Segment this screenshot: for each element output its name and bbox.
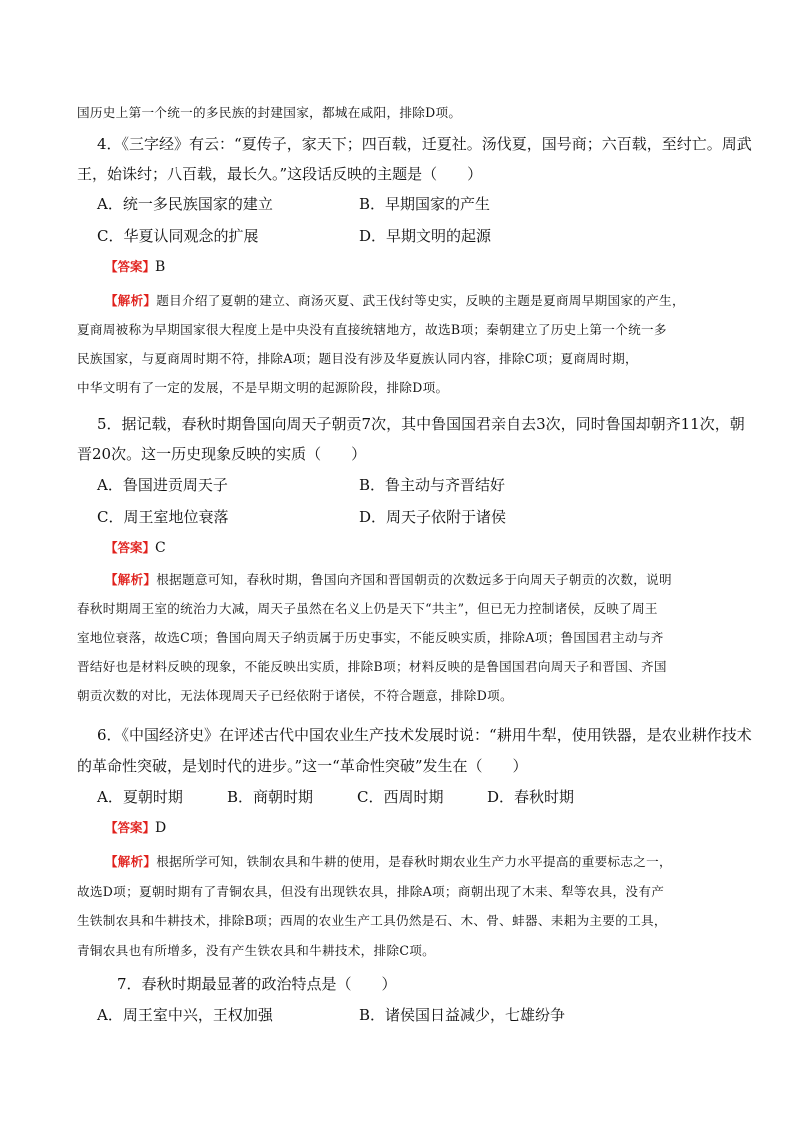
question-6-number: 6．	[97, 726, 122, 744]
question-4-option-d: D．早期文明的起源	[359, 227, 492, 245]
question-6-answer	[105, 818, 166, 838]
question-5-analysis-line-1: 【解析】根据题意可知，春秋时期，鲁国向齐国和晋国朝贡的次数远多于向周天子朝贡的次数，说明	[105, 572, 672, 587]
question-6-analysis-line-2: 故选D项；夏朝时期有了青铜农具，但没有出现铁农具，排除A项；商朝出现了木耒、犁等农具，没有产	[77, 884, 665, 899]
question-5-answer	[105, 538, 166, 558]
question-6-option-c: C．西周时期	[357, 788, 444, 806]
question-4-stem-line-1: 4．《三字经》有云：“夏传子，家天下；四百载，迁夏社。汤伐夏，国号商；六百载，至纣亡。周武	[97, 135, 752, 153]
question-5-analysis-line-3: 室地位衰落，故选C项；鲁国向周天子纳贡属于历史事实，不能反映实质，排除A项；鲁国国君主动与齐	[77, 630, 664, 645]
answer-label: 【答案】	[105, 259, 156, 274]
question-6-stem-line-2: 的革命性突破，是划时代的进步。”这一“革命性突破”发生在（ ）	[77, 757, 528, 775]
question-5-stem-line-1: 5．据记载，春秋时期鲁国向周天子朝贡7次，其中鲁国国君亲自去3次，同时鲁国却朝齐11次，朝	[97, 415, 745, 433]
question-7-stem-line-1: 7．春秋时期最显著的政治特点是（ ）	[117, 975, 397, 993]
analysis-label: 【解析】	[105, 854, 157, 869]
analysis-label: 【解析】	[105, 572, 157, 587]
question-4-analysis-line-4: 中华文明有了一定的发展，不是早期文明的起源阶段，排除D项。	[77, 380, 449, 395]
question-6-analysis-line-1: 【解析】根据所学可知，铁制农具和牛耕的使用，是春秋时期农业生产力水平提高的重要标志之一，	[105, 854, 672, 869]
question-4-option-a: A．统一多民族国家的建立	[97, 195, 273, 213]
answer-label: 【答案】	[105, 820, 156, 835]
question-4-analysis-line-3: 民族国家，与夏商周时期不符，排除A项；题目没有涉及华夏族认同内容，排除C项；夏商周时期，	[77, 351, 638, 366]
question-7-option-a: A．周王室中兴，王权加强	[97, 1006, 273, 1024]
analysis-label: 【解析】	[105, 293, 157, 308]
question-4-answer	[105, 257, 165, 277]
question-4-option-c: C．华夏认同观念的扩展	[97, 227, 259, 245]
question-4-analysis-line-2: 夏商周被称为早期国家很大程度上是中央没有直接统辖地方，故选B项；秦朝建立了历史上第一个统一多	[77, 322, 667, 337]
question-6-analysis-line-3: 生铁制农具和牛耕技术，排除B项；西周的农业生产工具仍然是石、木、骨、蚌器、耒耜为主要的工具，	[77, 913, 667, 928]
question-7-number: 7．	[117, 975, 142, 993]
question-4-stem-line-2: 王，始诛纣；八百载，最长久。”这段话反映的主题是（ ）	[77, 165, 483, 183]
question-6-analysis-line-4: 青铜农具也有所增多，没有产生铁农具和牛耕技术，排除C项。	[77, 943, 436, 958]
question-7-option-b: B．诸侯国日益减少，七雄纷争	[359, 1006, 566, 1024]
question-5-option-c: C．周王室地位衰落	[97, 508, 229, 526]
question-5-analysis-line-5: 朝贡次数的对比，无法体现周天子已经依附于诸侯，不符合题意，排除D项。	[77, 688, 513, 703]
question-5-stem-line-2: 晋20次。这一历史现象反映的实质（ ）	[77, 445, 367, 463]
answer-label: 【答案】	[105, 540, 156, 555]
question-5-option-b: B．鲁主动与齐晋结好	[359, 476, 506, 494]
answer-value: B	[155, 259, 166, 275]
question-5-number: 5．	[97, 415, 122, 433]
question-5-analysis-line-2: 春秋时期周王室的统治力大减，周天子虽然在名义上仍是天下“共主”，但已无力控制诸侯，反映了周王	[77, 601, 658, 616]
answer-value: C	[155, 540, 166, 556]
previous-analysis-tail: 国历史上第一个统一的多民族的封建国家，都城在咸阳，排除D项。	[77, 105, 462, 120]
question-6-stem-line-1: 6．《中国经济史》在评述古代中国农业生产技术发展时说：“耕用牛犁，使用铁器，是农业耕作技术	[97, 726, 752, 744]
question-6-option-d: D．春秋时期	[487, 788, 575, 806]
question-4-option-b: B．早期国家的产生	[359, 195, 491, 213]
question-5-option-a: A．鲁国进贡周天子	[97, 476, 228, 494]
question-4-analysis-line-1: 【解析】题目介绍了夏朝的建立、商汤灭夏、武王伐纣等史实，反映的主题是夏商周早期国家的产生，	[105, 293, 685, 308]
question-6-option-a: A．夏朝时期	[97, 788, 183, 806]
question-5-option-d: D．周天子依附于诸侯	[359, 508, 507, 526]
answer-value: D	[155, 820, 167, 836]
question-5-analysis-line-4: 晋结好也是材料反映的现象，不能反映出实质，排除B项；材料反映的是鲁国国君向周天子和晋国、齐国	[77, 659, 667, 674]
question-4-number: 4．	[97, 135, 122, 153]
question-6-option-b: B．商朝时期	[227, 788, 314, 806]
